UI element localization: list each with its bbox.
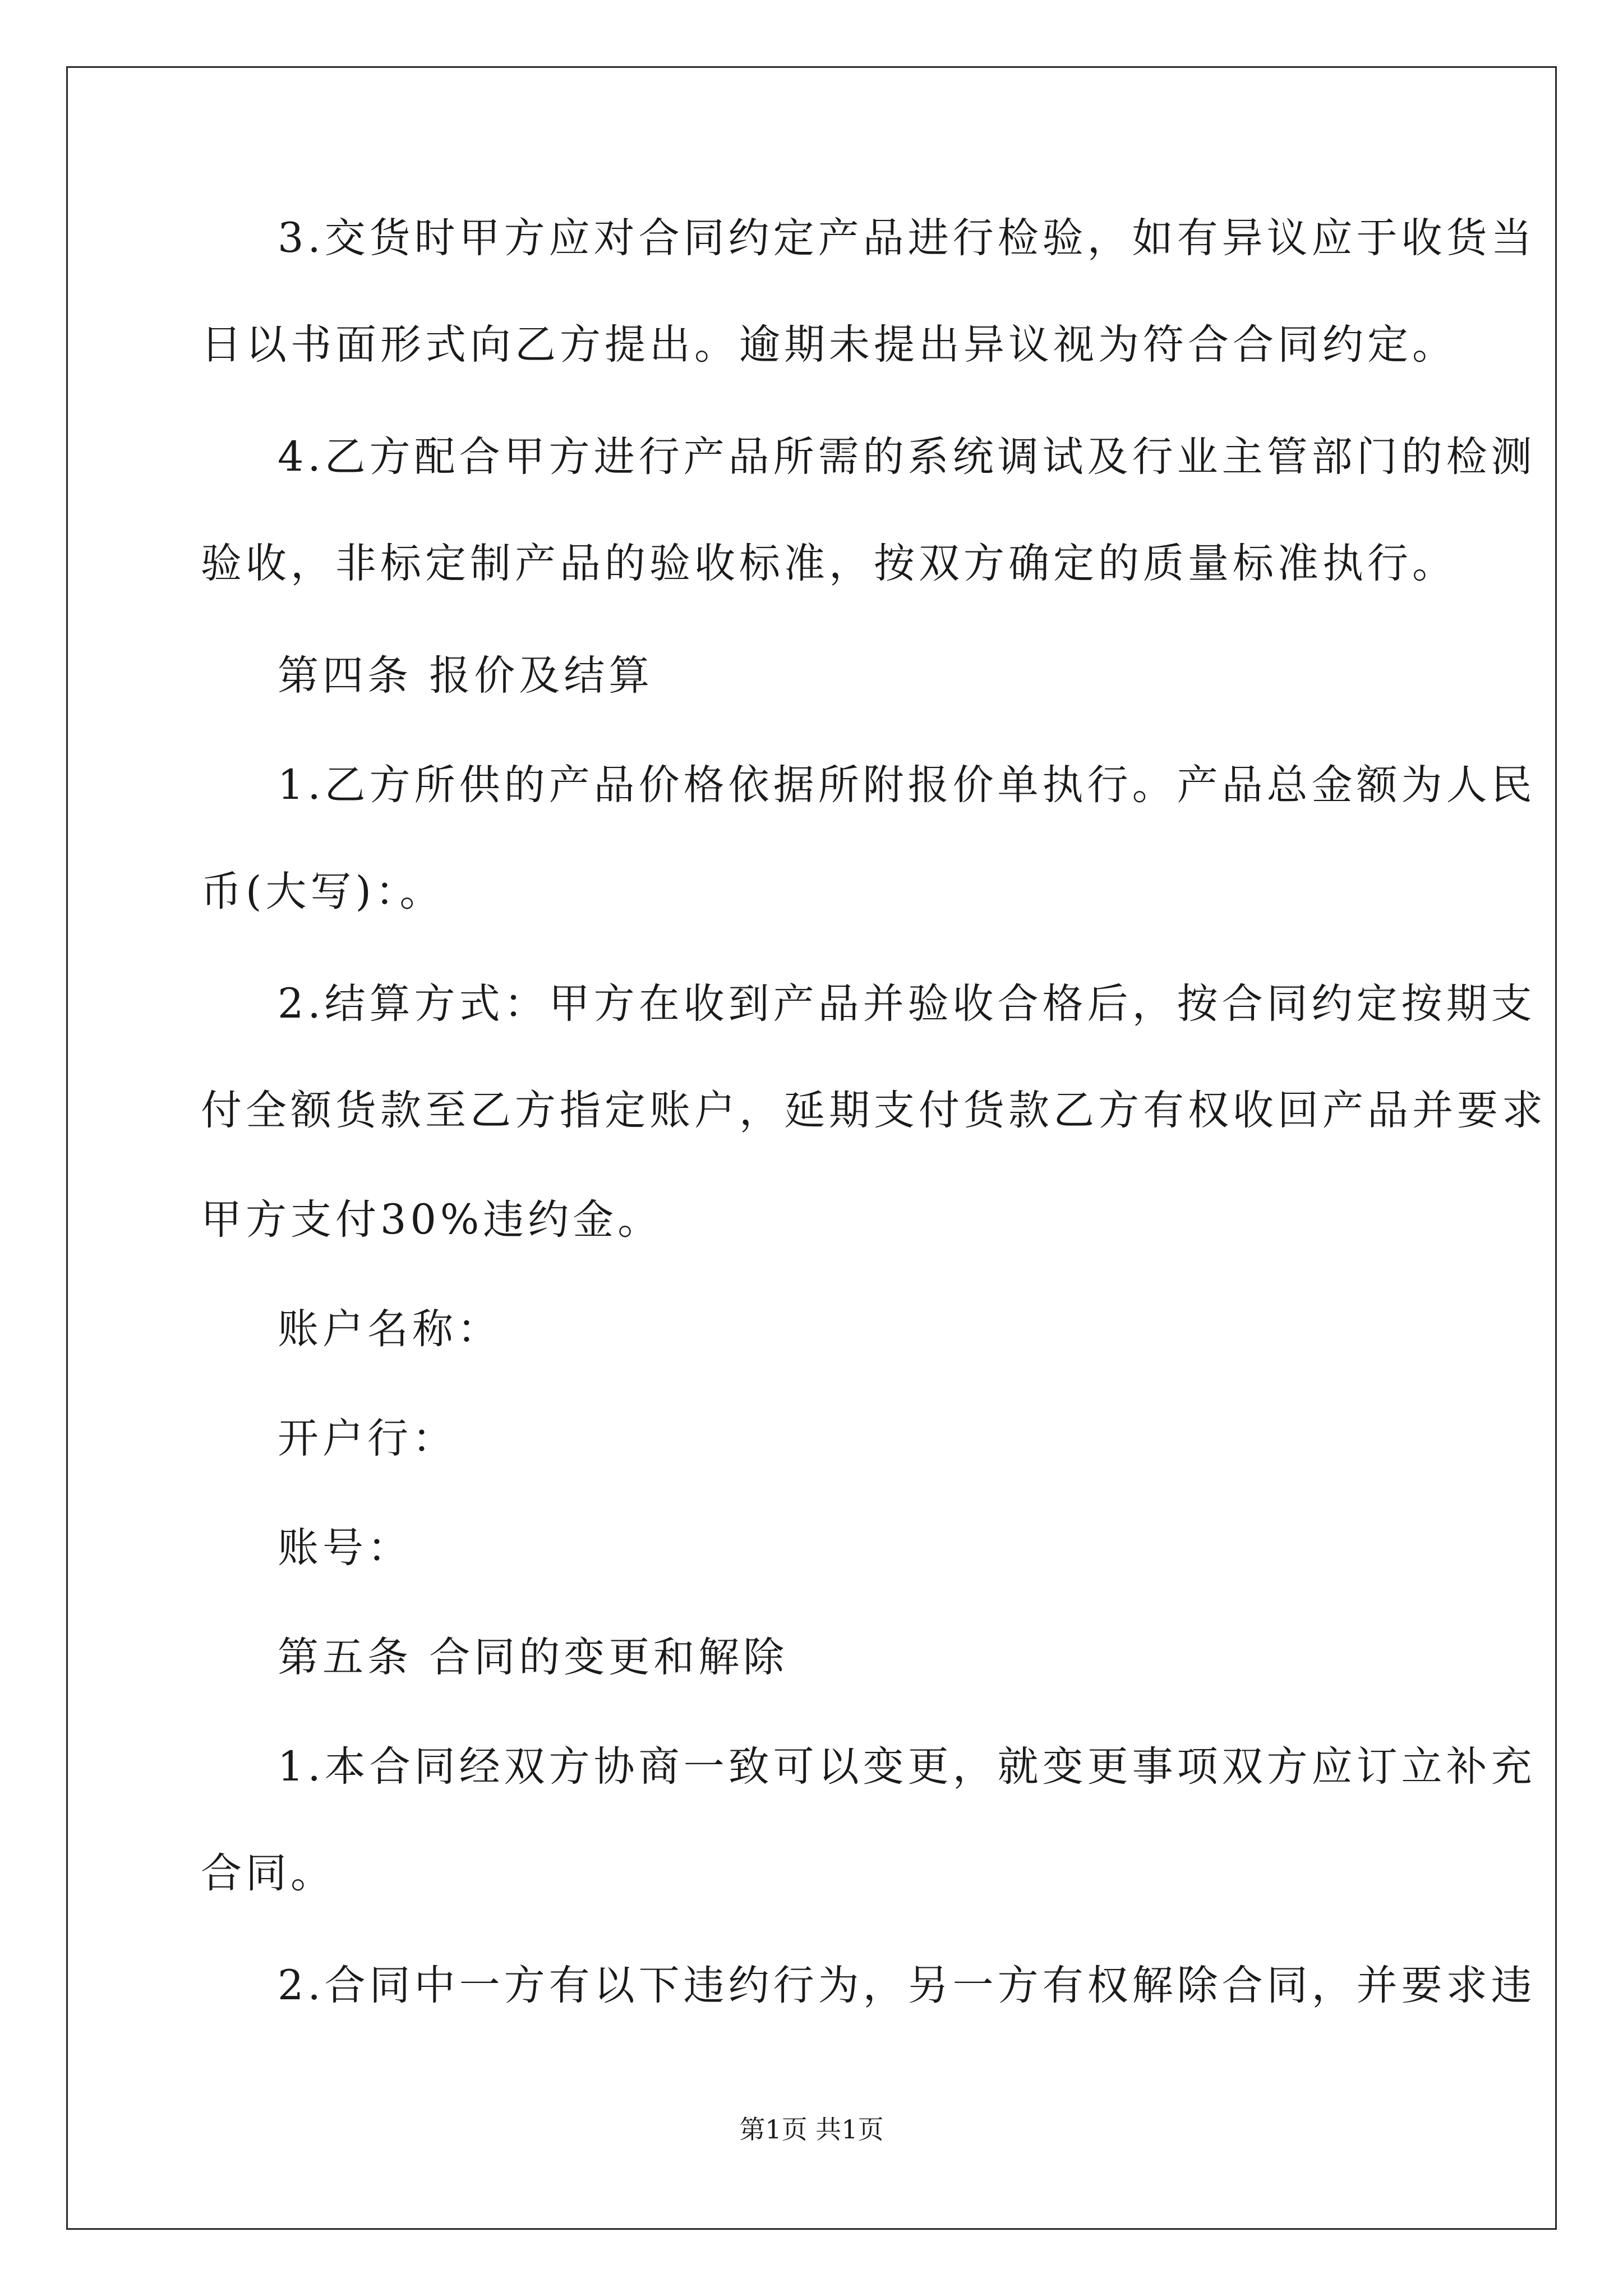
article-5-item-2-line-1: 2.合同中一方有以下违约行为，另一方有权解除合同，并要求违 [278,1962,1536,2009]
bank-label: 开户行： [278,1415,457,1462]
page-border [66,66,1557,2230]
article-4-item-2-line-1: 2.结算方式：甲方在收到产品并验收合格后，按合同约定按期支 [278,980,1536,1028]
article-4-item-2-line-2: 付全额货款至乙方指定账户，延期支付货款乙方有权收回产品并要求 [201,1087,1547,1134]
article-5-heading: 第五条 合同的变更和解除 [278,1634,789,1681]
article-4-item-1-line-1: 1.乙方所供的产品价格依据所附报价单执行。产品总金额为人民 [278,761,1536,809]
article-4-item-1-line-2: 币(大写)：。 [201,868,445,915]
paragraph-3-line-1: 3.交货时甲方应对合同约定产品进行检验，如有异议应于收货当 [278,214,1536,262]
account-name-label: 账户名称： [278,1305,502,1353]
article-5-item-1-line-1: 1.本合同经双方协商一致可以变更，就变更事项双方应订立补充 [278,1743,1536,1791]
article-4-heading: 第四条 报价及结算 [278,652,654,700]
account-number-label: 账号： [278,1524,412,1572]
paragraph-3-line-2: 日以书面形式向乙方提出。逾期未提出异议视为符合合同约定。 [201,321,1457,369]
paragraph-4-line-1: 4.乙方配合甲方进行产品所需的系统调试及行业主管部门的检测 [278,433,1536,481]
page-number-footer: 第1页 共1页 [739,2114,884,2145]
article-5-item-1-line-2: 合同。 [201,1849,335,1897]
article-4-item-2-line-3: 甲方支付30%违约金。 [201,1196,663,1244]
paragraph-4-line-2: 验收，非标定制产品的验收标准，按双方确定的质量标准执行。 [201,540,1457,587]
